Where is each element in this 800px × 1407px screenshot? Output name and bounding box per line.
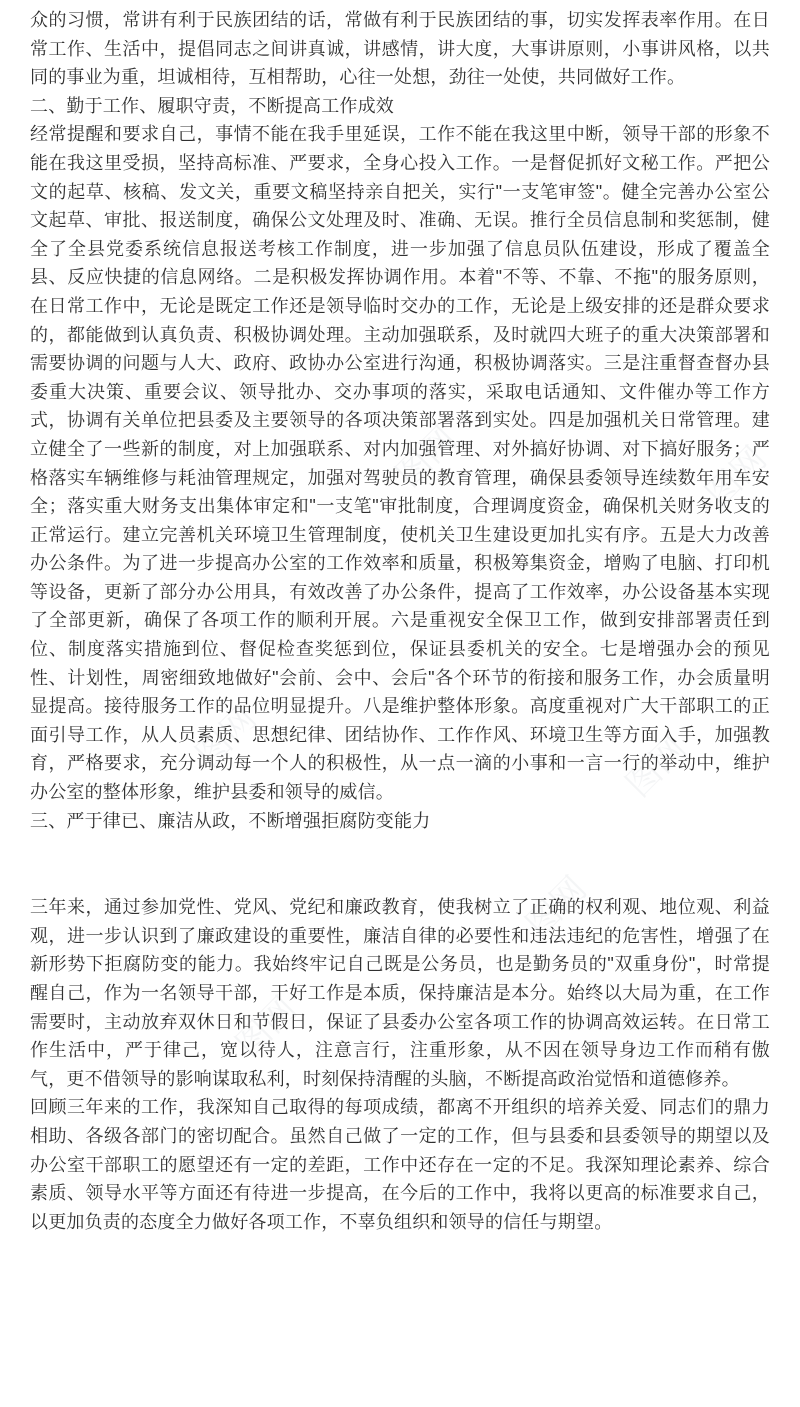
section-heading-3: 三、严于律已、廉洁从政，不断增强拒腐防变能力 — [30, 810, 431, 831]
paragraph-section-2-body: 经常提醒和要求自己，事情不能在我手里延误，工作不能在我这里中断，领导干部的形象不能在我这里受损，坚持高标准、严要求，全身心投入工作。一是督促抓好文秘工作。严把公文的起草、核稿、发文关，重要文稿坚持亲自把关，实行"一支笔审签"。健全完善办公室公文起草、审批、报送制度，确保公文处理及时、准确、无误。推行全员信息制和奖惩制，健全了全县党委系统信息报送考核工作制度，进一步加强了信息员队伍建设，形成了覆盖全县、反应快捷的信息网络。二是积极发挥协调作用。本着"不等、不靠、不拖"的服务原则，在日常工作中，无论是既定工作还是领导临时交办的工作，无论是上级安排的还是群众要求的，都能做到认真负责、积极协调处理。主动加强联系，及时就四大班子的重大决策部署和需要协调的问题与人大、政府、政协办公室进行沟通，积极协调落实。三是注重督查督办县委重大决策、重要会议、领导批办、交办事项的落实，采取电话通知、文件催办等工作方式，协调有关单位把县委及主要领导的各项决策部署落到实处。四是加强机关日常管理。建立健全了一些新的制度，对上加强联系、对内加强管理、对外搞好协调、对下搞好服务；严格落实车辆维修与耗油管理规定，加强对驾驶员的教育管理，确保县委领导连续数年用车安全；落实重大财务支出集体审定和"一支笔"审批制度，合理调度资金，确保机关财务收支的正常运行。建立完善机关环境卫生管理制度，使机关卫生建设更加扎实有序。五是大力改善办公条件。为了进一步提高办公室的工作效率和质量，积极筹集资金，增购了电脑、打印机等设备，更新了部分办公用具，有效改善了办公条件，提高了工作效率，办公设备基本实现了全部更新，确保了各项工作的顺利开展。六是重视安全保卫工作，做到安排部署责任到位、制度落实措施到位、督促检查奖惩到位，保证县委机关的安全。七是增强办会的预见性、计划性，周密细致地做好"会前、会中、会后"各个环节的衔接和服务工作，办会质量明显提高。接待服务工作的品位明显提升。八是维护整体形象。高度重视对广大干部职工的正面引导工作，从人员素质、思想纪律、团结协作、工作作风、环境卫生等方面入手，加强教育，严格要求，充分调动每一个人的积极性，从一点一滴的小事和一言一行的举动中，维护办公室的整体形象，维护县委和领导的威信。 — [30, 124, 770, 803]
paragraph-closing: 回顾三年来的工作，我深知自己取得的每项成绩，都离不开组织的培养关爱、同志们的鼎力相助、各级各部门的密切配合。虽然自己做了一定的工作，但与县委和县委领导的期望以及办公室干部职工的愿望还有一定的差距，工作中还存在一定的不足。我深知理论素养、综合素质、领导水平等方面还有待进一步提高，在今后的工作中，我将以更高的标准要求自己，以更加负责的态度全力做好各项工作，不辜负组织和领导的信任与期望。 — [30, 1097, 770, 1232]
paragraph-continuation: 众的习惯，常讲有利于民族团结的话，常做有利于民族团结的事，切实发挥表率作用。在日常工作、生活中，提倡同志之间讲真诚，讲感情，讲大度，大事讲原则，小事讲风格，以共同的事业为重，坦诚相待，互相帮助，心往一处想，劲往一处使，共同做好工作。 — [30, 10, 770, 88]
watermark-stamp: 图网 — [618, 729, 694, 805]
watermark-stamp: 图网 — [188, 699, 264, 775]
section-heading-2: 二、勤于工作、履职守责，不断提高工作成效 — [30, 95, 394, 116]
watermark-stamp: 图网 — [388, 419, 464, 495]
watermark-stamp: 图网 — [698, 439, 774, 515]
watermark-stamp: 图网 — [228, 989, 304, 1065]
watermark-stamp: 图网 — [518, 869, 594, 945]
document-body — [30, 6, 770, 1236]
paragraph-section-3-body: 三年来，通过参加党性、党风、党纪和廉政教育，使我树立了正确的权利观、地位观、利益观，进一步认识到了廉政建设的重要性，廉洁自律的必要性和违法违纪的危害性，增强了在新形势下拒腐防变的能力。我始终牢记自己既是公务员，也是勤务员的"双重身份"，时常提醒自己，作为一名领导干部，干好工作是本质，保持廉洁是本分。始终以大局为重，在工作需要时，主动放弃双休日和节假日，保证了县委办公室各项工作的协调高效运转。在日常工作生活中，严于律己，宽以待人，注意言行，注重形象，从不因在领导身边工作而稍有傲气，更不借领导的影响谋取私利，时刻保持清醒的头脑，不断提高政治觉悟和道德修养。 — [30, 897, 770, 1089]
